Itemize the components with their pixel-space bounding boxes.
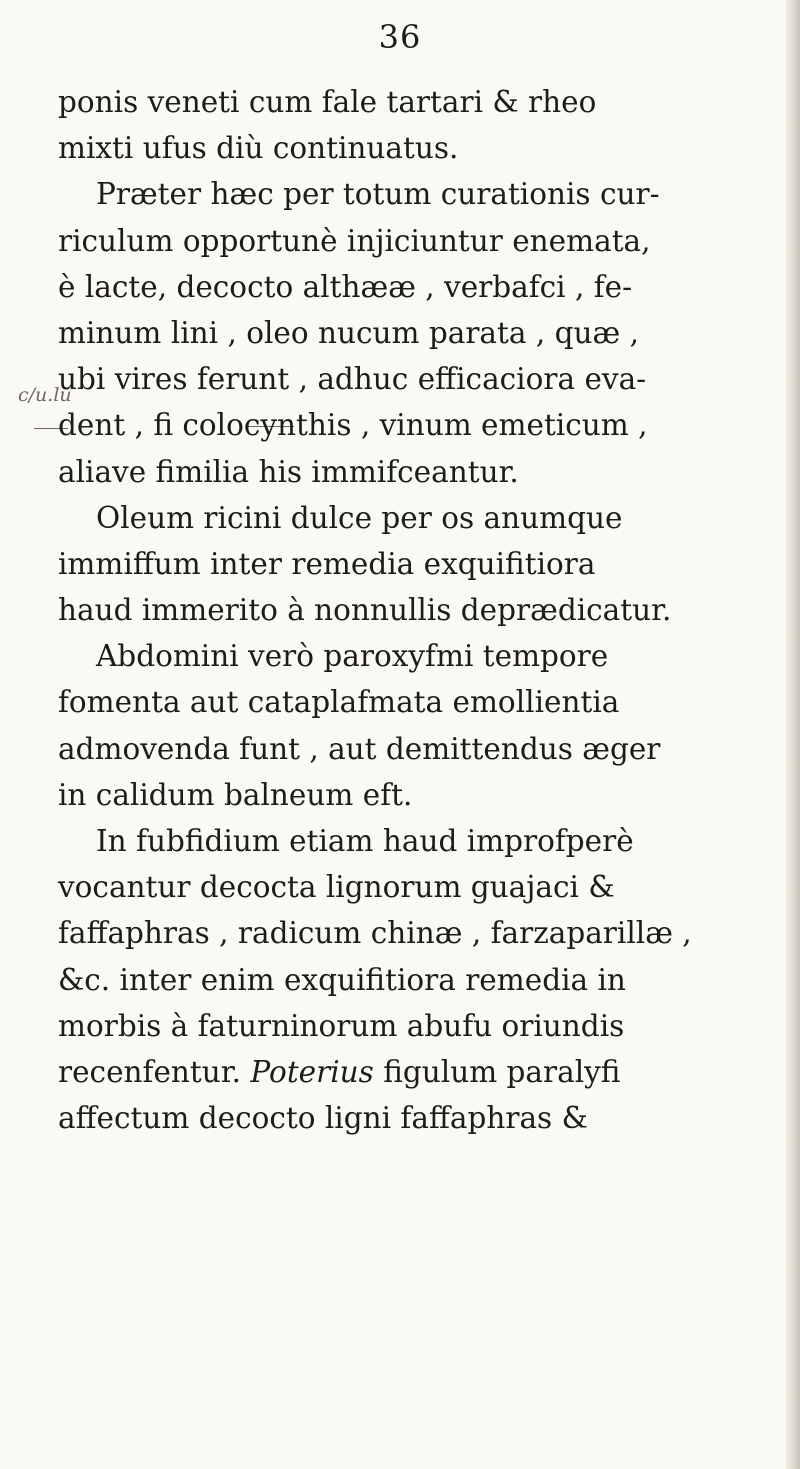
text-line: vocantur decocta lignorum guajaci & bbox=[58, 870, 615, 905]
text-line: ubi vires ferunt , adhuc efficaciora eva- bbox=[58, 362, 647, 397]
text-line: Præter hæc per totum curationis cur- bbox=[96, 177, 660, 212]
text-line: admovenda funt , aut demittendus æger bbox=[58, 731, 661, 766]
text-line: mixti ufus diù continuatus. bbox=[58, 131, 459, 166]
text-line: aliave fimilia his immifceantur. bbox=[58, 454, 519, 489]
text-line: immiffum inter remedia exquifitiora bbox=[58, 546, 596, 581]
text-line: faffaphras , radicum chinæ , farzaparillæ , bbox=[58, 916, 692, 951]
text-line: è lacte, decocto althææ , verbafci , fe- bbox=[58, 269, 633, 304]
text-line: Oleum ricini dulce per os anumque bbox=[96, 500, 623, 535]
text-line: in calidum balneum eft. bbox=[58, 777, 413, 812]
text-line: In fubfidium etiam haud improfperè bbox=[96, 824, 634, 858]
text-run: figulum paralyfi bbox=[383, 1054, 621, 1089]
author-name: Poterius bbox=[250, 1054, 374, 1089]
text-line: ponis veneti cum fale tartari & rheo bbox=[58, 85, 597, 119]
text-line: haud immerito à nonnullis deprædicatur. bbox=[58, 593, 672, 628]
text-line: fomenta aut cataplafmata emollientia bbox=[58, 685, 620, 720]
text-line: dent , fi colocynthis , vinum emeticum , bbox=[58, 408, 648, 443]
text-line bbox=[58, 1049, 782, 1095]
body-text bbox=[58, 79, 782, 1141]
page-edge bbox=[786, 0, 800, 1469]
text-run: recenfentur. bbox=[58, 1054, 242, 1089]
margin-annotation: c/u.lu bbox=[18, 384, 72, 406]
text-line: morbis à faturninorum abufu oriundis bbox=[58, 1008, 625, 1043]
text-line: &c. inter enim exquifitiora remedia in bbox=[58, 962, 626, 997]
page-number: 36 bbox=[378, 18, 422, 56]
text-line: Abdomini verò paroxyfmi tempore bbox=[96, 639, 609, 674]
text-line: minum lini , oleo nucum parata , quæ , bbox=[58, 315, 639, 350]
text-line: riculum opportunè injiciuntur enemata, bbox=[58, 223, 651, 258]
text-line: affectum decocto ligni faffaphras & bbox=[58, 1101, 588, 1136]
